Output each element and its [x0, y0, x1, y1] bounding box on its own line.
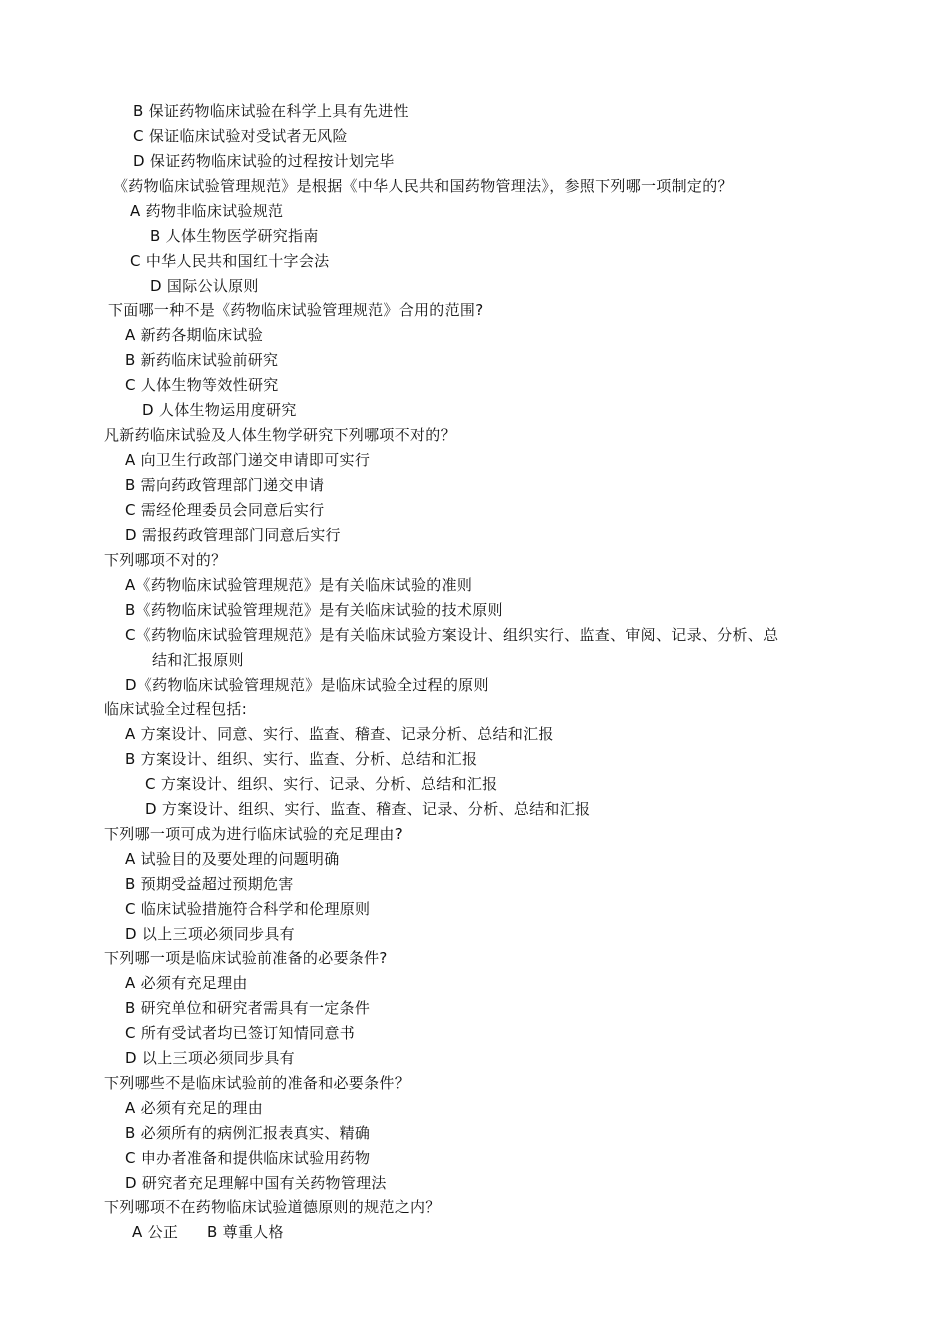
option-line: D 人体生物运用度研究	[142, 401, 297, 419]
option-line: C 所有受试者均已签订知情同意书	[125, 1024, 356, 1042]
option-continuation: 结和汇报原则	[152, 651, 244, 669]
question-line: 临床试验全过程包括:	[104, 700, 248, 718]
option-line: C 需经伦理委员会同意后实行	[125, 501, 325, 519]
option-line: C 临床试验措施符合科学和伦理原则	[125, 900, 371, 918]
option-line: C 申办者准备和提供临床试验用药物	[125, 1149, 371, 1167]
option-line: A 新药各期临床试验	[125, 326, 264, 344]
option-line: B 方案设计、组织、实行、监查、分析、总结和汇报	[125, 750, 478, 768]
option-line: B 尊重人格	[207, 1223, 284, 1241]
option-line: A 方案设计、同意、实行、监查、稽查、记录分析、总结和汇报	[125, 725, 554, 743]
option-line: D 方案设计、组织、实行、监查、稽查、记录、分析、总结和汇报	[145, 800, 591, 818]
question-line: 下列哪一项是临床试验前准备的必要条件?	[104, 949, 388, 967]
option-line: A 向卫生行政部门递交申请即可实行	[125, 451, 371, 469]
option-line: C 人体生物等效性研究	[125, 376, 279, 394]
option-line: C《药物临床试验管理规范》是有关临床试验方案设计、组织实行、监查、审阅、记录、分析、总	[125, 626, 779, 644]
option-line: B 必须所有的病例汇报表真实、精确	[125, 1124, 371, 1142]
option-line: B《药物临床试验管理规范》是有关临床试验的技术原则	[125, 601, 503, 619]
option-line: B 预期受益超过预期危害	[125, 875, 294, 893]
option-line: B 人体生物医学研究指南	[150, 227, 319, 245]
question-line: 凡新药临床试验及人体生物学研究下列哪项不对的？	[104, 426, 456, 444]
option-line: C 中华人民共和国红十字会法	[130, 252, 330, 270]
option-line: A 必须有充足的理由	[125, 1099, 264, 1117]
question-line: 下列哪一项可成为进行临床试验的充足理由?	[104, 825, 403, 843]
question-line: 下面哪一种不是《药物临床试验管理规范》合用的范围?	[108, 301, 484, 319]
option-line: B 需向药政管理部门递交申请	[125, 476, 325, 494]
option-line: D 研究者充足理解中国有关药物管理法	[125, 1174, 387, 1192]
option-line: D 以上三项必须同步具有	[125, 1049, 295, 1067]
option-line: B 新药临床试验前研究	[125, 351, 279, 369]
option-line: A 公正	[132, 1223, 179, 1241]
option-line: C 保证临床试验对受试者无风险	[133, 127, 348, 145]
option-line: D 国际公认原则	[150, 277, 259, 295]
option-line: B 保证药物临床试验在科学上具有先进性	[133, 102, 409, 120]
option-line: A《药物临床试验管理规范》是有关临床试验的准则	[125, 576, 473, 594]
option-line: A 试验目的及要处理的问题明确	[125, 850, 340, 868]
option-line: A 必须有充足理由	[125, 974, 248, 992]
option-line: D 以上三项必须同步具有	[125, 925, 295, 943]
question-line: 下列哪项不对的？	[104, 551, 227, 569]
option-line: B 研究单位和研究者需具有一定条件	[125, 999, 371, 1017]
option-line: A 药物非临床试验规范	[130, 202, 284, 220]
option-line: D《药物临床试验管理规范》是临床试验全过程的原则	[125, 676, 489, 694]
question-line: 下列哪些不是临床试验前的准备和必要条件？	[104, 1074, 411, 1092]
option-line: D 保证药物临床试验的过程按计划完毕	[133, 152, 395, 170]
question-line: 《药物临床试验管理规范》是根据《中华人民共和国药物管理法》，参照下列哪一项制定的？	[113, 177, 733, 195]
question-line: 下列哪项不在药物临床试验道德原则的规范之内？	[104, 1198, 441, 1216]
option-line: D 需报药政管理部门同意后实行	[125, 526, 341, 544]
option-line: C 方案设计、组织、实行、记录、分析、总结和汇报	[145, 775, 498, 793]
